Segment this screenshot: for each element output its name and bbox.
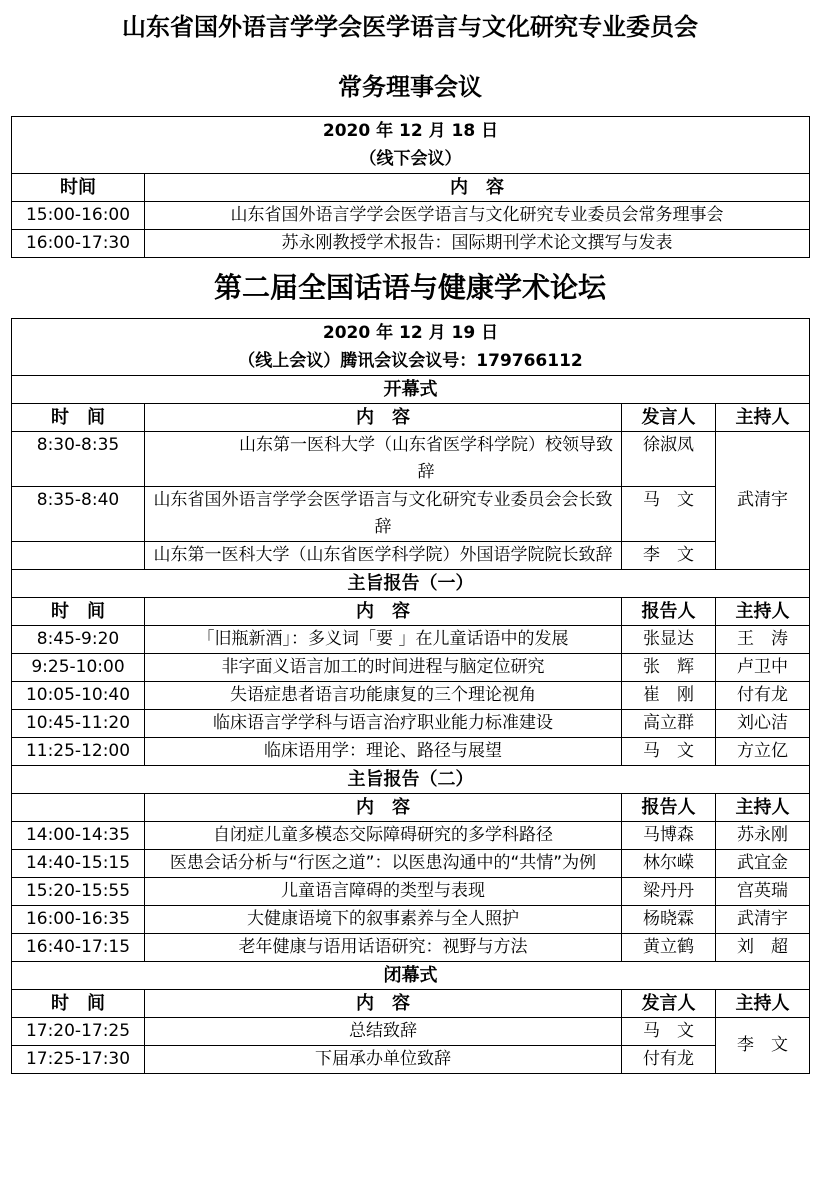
col-speaker: 报告人 — [622, 598, 716, 626]
speaker-cell: 梁丹丹 — [622, 878, 716, 906]
speaker-cell: 李 文 — [622, 542, 716, 570]
col-content: 内 容 — [145, 794, 622, 822]
col-speaker: 发言人 — [622, 404, 716, 432]
content-cell: 自闭症儿童多模态交际障碍研究的多学科路径 — [145, 822, 622, 850]
content-cell: 儿童语言障碍的类型与表现 — [145, 878, 622, 906]
host-cell: 卢卫中 — [716, 654, 810, 682]
section-row — [12, 570, 810, 598]
col-content: 内 容 — [145, 598, 622, 626]
speaker-cell: 高立群 — [622, 710, 716, 738]
speaker-cell: 马 文 — [622, 487, 716, 542]
forum-date-cell — [12, 319, 810, 376]
host-cell: 刘心洁 — [716, 710, 810, 738]
section-title-keynote1: 主旨报告（一） — [12, 570, 810, 598]
table-row — [12, 878, 810, 906]
table-row — [12, 906, 810, 934]
content-cell: 山东第一医科大学（山东省医学科学院）校领导致辞 — [145, 432, 622, 487]
time-cell: 15:00-16:00 — [12, 202, 145, 230]
time-cell: 8:35-8:40 — [12, 487, 145, 542]
forum-table — [11, 318, 810, 1074]
col-time — [12, 794, 145, 822]
speaker-cell: 崔 刚 — [622, 682, 716, 710]
time-cell: 10:45-11:20 — [12, 710, 145, 738]
time-cell: 8:45-9:20 — [12, 626, 145, 654]
speaker-cell: 马博森 — [622, 822, 716, 850]
col-content: 内 容 — [145, 404, 622, 432]
content-cell: 山东第一医科大学（山东省医学科学院）外国语学院院长致辞 — [145, 542, 622, 570]
section-row — [12, 766, 810, 794]
table-row — [12, 654, 810, 682]
speaker-cell: 马 文 — [622, 738, 716, 766]
host-cell: 刘 超 — [716, 934, 810, 962]
host-cell: 武宜金 — [716, 850, 810, 878]
meeting1-date-cell — [12, 117, 810, 174]
col-time: 时 间 — [12, 598, 145, 626]
page-title: 山东省国外语言学学会医学语言与文化研究专业委员会 — [122, 13, 698, 41]
speaker-cell: 杨晓霖 — [622, 906, 716, 934]
section-title-keynote2: 主旨报告（二） — [12, 766, 810, 794]
table-row — [12, 202, 810, 230]
page-subtitle: 常务理事会议 — [338, 73, 482, 101]
forum-date: 2020 年 12 月 19 日 — [322, 323, 499, 343]
speaker-cell: 张显达 — [622, 626, 716, 654]
section-row — [12, 962, 810, 990]
time-cell: 14:00-14:35 — [12, 822, 145, 850]
content-cell: 下届承办单位致辞 — [145, 1046, 622, 1074]
table-row — [12, 738, 810, 766]
table-row — [12, 487, 810, 542]
host-cell: 方立亿 — [716, 738, 810, 766]
forum-mode: （线上会议）腾讯会议会议号：179766112 — [238, 351, 583, 371]
time-cell: 9:25-10:00 — [12, 654, 145, 682]
time-cell: 16:40-17:15 — [12, 934, 145, 962]
table-row — [12, 850, 810, 878]
content-cell: 苏永刚教授学术报告：国际期刊学术论文撰写与发表 — [145, 230, 810, 258]
col-time: 时 间 — [12, 990, 145, 1018]
time-cell: 10:05-10:40 — [12, 682, 145, 710]
speaker-cell: 付有龙 — [622, 1046, 716, 1074]
table-row — [12, 822, 810, 850]
col-speaker: 报告人 — [622, 794, 716, 822]
table-row — [12, 230, 810, 258]
meeting1-table — [11, 116, 810, 258]
content-cell: 「旧瓶新酒」：多义词「要 」在儿童话语中的发展 — [145, 626, 622, 654]
content-cell: 大健康语境下的叙事素养与全人照护 — [145, 906, 622, 934]
time-cell — [12, 542, 145, 570]
speaker-cell: 马 文 — [622, 1018, 716, 1046]
host-cell: 武清宇 — [716, 432, 810, 570]
meeting1-date: 2020 年 12 月 18 日 — [322, 121, 499, 141]
host-cell: 苏永刚 — [716, 822, 810, 850]
content-cell: 临床语用学：理论、路径与展望 — [145, 738, 622, 766]
header-row — [12, 794, 810, 822]
time-cell: 16:00-17:30 — [12, 230, 145, 258]
forum-date-row — [12, 319, 810, 376]
time-cell: 17:25-17:30 — [12, 1046, 145, 1074]
time-cell: 14:40-15:15 — [12, 850, 145, 878]
col-host: 主持人 — [716, 794, 810, 822]
table-row — [12, 710, 810, 738]
content-cell: 老年健康与语用话语研究：视野与方法 — [145, 934, 622, 962]
col-time: 时 间 — [12, 404, 145, 432]
time-cell: 16:00-16:35 — [12, 906, 145, 934]
time-cell: 11:25-12:00 — [12, 738, 145, 766]
col-host: 主持人 — [716, 990, 810, 1018]
time-cell: 17:20-17:25 — [12, 1018, 145, 1046]
table-row — [12, 542, 810, 570]
speaker-cell: 张 辉 — [622, 654, 716, 682]
meeting1-col-content: 内 容 — [145, 174, 810, 202]
col-content: 内 容 — [145, 990, 622, 1018]
content-cell: 山东省国外语言学学会医学语言与文化研究专业委员会常务理事会 — [145, 202, 810, 230]
content-cell: 失语症患者语言功能康复的三个理论视角 — [145, 682, 622, 710]
table-row — [12, 1018, 810, 1046]
section-title-closing: 闭幕式 — [12, 962, 810, 990]
forum-title: 第二届全国话语与健康学术论坛 — [213, 271, 606, 304]
header-row — [12, 598, 810, 626]
host-cell: 付有龙 — [716, 682, 810, 710]
header-row — [12, 990, 810, 1018]
table-row — [12, 682, 810, 710]
speaker-cell: 林尔嵘 — [622, 850, 716, 878]
table-row — [12, 934, 810, 962]
meeting1-col-time: 时间 — [12, 174, 145, 202]
header-row — [12, 404, 810, 432]
meeting1-mode: （线下会议） — [359, 149, 462, 169]
table-row — [12, 1046, 810, 1074]
host-cell: 武清宇 — [716, 906, 810, 934]
speaker-cell: 徐淑凤 — [622, 432, 716, 487]
content-cell: 临床语言学学科与语言治疗职业能力标准建设 — [145, 710, 622, 738]
host-cell: 李 文 — [716, 1018, 810, 1074]
speaker-cell: 黄立鹤 — [622, 934, 716, 962]
content-cell: 医患会话分析与“行医之道”：以医患沟通中的“共情”为例 — [145, 850, 622, 878]
col-speaker: 发言人 — [622, 990, 716, 1018]
host-cell: 王 涛 — [716, 626, 810, 654]
col-host: 主持人 — [716, 598, 810, 626]
section-title-opening: 开幕式 — [12, 376, 810, 404]
meeting1-header-row — [12, 174, 810, 202]
content-cell: 非字面义语言加工的时间进程与脑定位研究 — [145, 654, 622, 682]
content-cell: 山东省国外语言学学会医学语言与文化研究专业委员会会长致辞 — [145, 487, 622, 542]
time-cell: 8:30-8:35 — [12, 432, 145, 487]
table-row — [12, 626, 810, 654]
time-cell: 15:20-15:55 — [12, 878, 145, 906]
content-cell: 总结致辞 — [145, 1018, 622, 1046]
col-host: 主持人 — [716, 404, 810, 432]
section-row — [12, 376, 810, 404]
meeting1-date-row — [12, 117, 810, 174]
host-cell: 宫英瑞 — [716, 878, 810, 906]
table-row — [12, 432, 810, 487]
